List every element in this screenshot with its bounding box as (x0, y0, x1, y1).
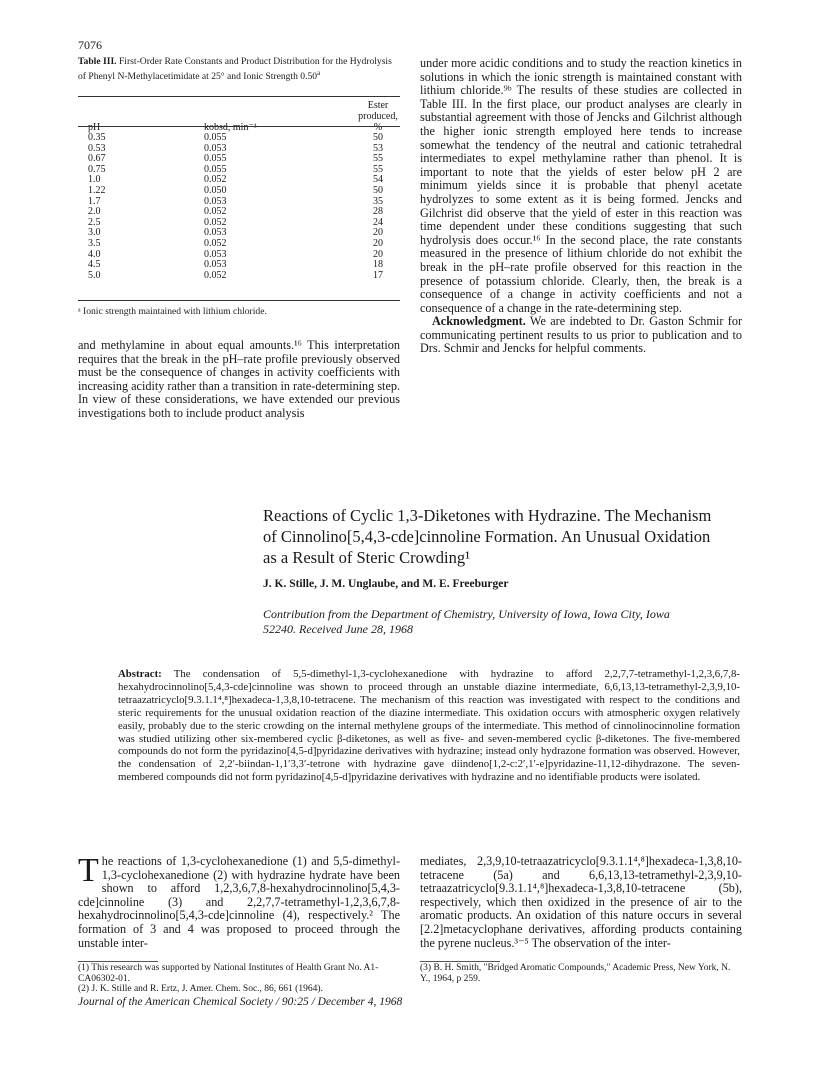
cell-ph: 0.75 (88, 163, 106, 175)
cell-ph: 2.5 (88, 216, 101, 228)
table-row (78, 165, 400, 176)
right-column (420, 57, 742, 356)
table-row (78, 207, 400, 218)
table-label: Table III. (78, 56, 117, 67)
left-column-text: and methylamine in about equal amounts.¹⁶ This interpretation requires that the break in the pH–rate profile previously observed must be the consequence of changes in activity coefficients with increasing acidity rather than a transition in rate-determining step. In view of these considerations, we have extended our previous investigations both to include product analysis (78, 338, 400, 420)
left-column-paragraph (78, 339, 400, 421)
cell-ph: 1.0 (88, 174, 101, 186)
body-left-column (78, 852, 400, 950)
footnote-rule-right (420, 961, 500, 962)
data-table (78, 100, 400, 281)
cell-ester: 50 (373, 184, 383, 196)
abstract-text: The condensation of 5,5-dimethyl-1,3-cyclohexanedione with hydrazine to afford 2,2,7,7-tetramethyl-1,2,3,6,7,8-hexahydrocinnolino[5,4,3-cde]cinnoline was shown to proceed through an unstable diazine intermediate, 6,6,13,13-tetramethyl-2,3,9,10-tetraazatricyclo[9.3.1.1⁴,⁸]hexadeca-1,3,8,10-tetracene. The mechanism of this reaction was investigated with respect to the conditions and steric requirements for the unusual oxidation reaction of the diazine intermediate. This oxidation occurs with atmospheric oxygen relatively easily, probably due to the steric crowding on the internal methylene groups of the intermediate. This method of cinnolinocinnoline formation was studied utilizing other six-membered cyclic β-diketones, as well as five- and seven-membered cyclic β-diketones. The five-membered compounds do not form the pyridazino[4,5-d]pyridazine derivatives with hydrazine; instead only hydrazone formation was observed. However, the condensation of 2,2′-biindan-1,1′3,3′-tetrone with hydrazine gave diindeno[1,2-c:2′,1′-e]pyridazine-11,12-dihydrazone. The seven-membered compounds did not form pyridazino[4,5-d]pyridazine derivatives with hydrazine and no identifiable products were isolated. (118, 668, 740, 784)
authors: J. K. Stille, J. M. Unglaube, and M. E. Freeburger (263, 578, 509, 590)
cell-k: 0.055 (204, 163, 227, 175)
ack-label: Acknowledgment. (432, 314, 526, 329)
cell-ester: 20 (373, 237, 383, 249)
table-row (78, 271, 400, 282)
cell-ester: 18 (373, 259, 383, 271)
table-row (78, 144, 400, 155)
table-row (78, 175, 400, 186)
cell-k: 0.052 (204, 269, 227, 281)
footnote-2: (2) J. K. Stille and R. Ertz, J. Amer. Chem. Soc., 86, 661 (1964). (78, 984, 323, 995)
body-right-column (420, 855, 742, 950)
header-ph: pH (88, 122, 101, 133)
footnotes-left (78, 963, 400, 995)
cell-k: 0.053 (204, 142, 227, 154)
table-row (78, 250, 400, 261)
cell-ester: 20 (373, 248, 383, 260)
cell-k: 0.052 (204, 216, 227, 228)
footnote-rule-left (78, 961, 158, 962)
cell-ester: 54 (373, 174, 383, 186)
table-top-rule (78, 96, 400, 97)
table-row (78, 260, 400, 271)
article-title: Reactions of Cyclic 1,3-Diketones with Hydrazine. The Mechanism of Cinnolino[5,4,3-cde]cinnoline Formation. An Unusual Oxidation as a Result of Steric Crowding¹ (263, 506, 712, 567)
cell-k: 0.052 (204, 237, 227, 249)
table-row (78, 228, 400, 239)
footnotes-right (420, 963, 742, 984)
body-right-text: mediates, 2,3,9,10-tetraazatricyclo[9.3.1.1⁴,⁸]hexadeca-1,3,8,10-tetracene (5a) and 6,6,13,13-tetramethyl-2,3,9,10-tetraazatricyclo[9.3.1.1⁴,⁸]hexadeca-1,3,8,10-tetracene (5b), respectively, which then oxidized in the presence of air to the aromatic products. An oxidation of this nature occurs in several [2.2]metacyclophane derivatives, affording products containing the pyrene nucleus.³⁻⁵ The observation of the inter- (420, 854, 742, 950)
acknowledgment (420, 315, 742, 356)
header-ester-line1: Ester produced, (358, 100, 398, 122)
table-row (78, 239, 400, 250)
cell-ester: 28 (373, 206, 383, 218)
cell-ph: 4.5 (88, 259, 101, 271)
table-row (78, 154, 400, 165)
cell-k: 0.055 (204, 132, 227, 143)
cell-ester: 24 (373, 216, 383, 228)
body-left-text: he reactions of 1,3-cyclohexanedione (1) and 5,5-dimethyl-1,3-cyclohexanedione (2) with hydrazine hydrate have been shown to afford 1,2,3,6,7,8-hexahydrocinnolino[5,4,3-cde]cinnoline (3) and 2,2,7,7-tetramethyl-1,2,3,6,7,8-hexahydrocinnolino[5,4,3-cde]cinnoline (4), respectively.² The formation of 3 and 4 was proposed to proceed through the unstable inter- (78, 854, 400, 950)
footnote-3: (3) B. H. Smith, "Bridged Aromatic Compounds," Academic Press, New York, N. Y., 1964, p 259. (420, 963, 731, 984)
affiliation: Contribution from the Department of Chemistry, University of Iowa, Iowa City, Iowa 52240. Received June 28, 1968 (263, 607, 670, 636)
cell-k: 0.052 (204, 174, 227, 186)
cell-ph: 1.7 (88, 195, 101, 207)
drop-cap: T (78, 852, 99, 889)
table-caption-sup: a (317, 68, 321, 77)
cell-ph: 0.67 (88, 153, 106, 165)
cell-ester: 17 (373, 269, 383, 281)
page-number: 7076 (78, 38, 102, 52)
ack-text: We are indebted to Dr. Gaston Schmir for communicating pertinent results to us prior to publication and to Drs. Schmir and Jencks for helpful comments. (420, 314, 742, 356)
abstract (118, 668, 740, 784)
cell-k: 0.053 (204, 227, 227, 239)
cell-ph: 2.0 (88, 206, 101, 218)
cell-ph: 4.0 (88, 248, 101, 260)
cell-ester: 35 (373, 195, 383, 207)
cell-k: 0.053 (204, 248, 227, 260)
table-caption-text: First-Order Rate Constants and Product Distribution for the Hydrolysis of Phenyl N-Methylacetimidate at 25° and Ionic Strength 0.50 (78, 56, 392, 82)
cell-k: 0.050 (204, 184, 227, 196)
table-header-rule (78, 126, 400, 127)
journal-footer: Journal of the American Chemical Society / 90:25 / December 4, 1968 (78, 996, 403, 1008)
cell-k: 0.055 (204, 153, 227, 165)
cell-k: 0.053 (204, 259, 227, 271)
cell-ester: 20 (373, 227, 383, 239)
cell-k: 0.053 (204, 195, 227, 207)
table-row (78, 133, 400, 144)
cell-ester: 55 (373, 153, 383, 165)
footnote-1: (1) This research was supported by National Institutes of Health Grant No. A1-CA06302-01. (78, 963, 379, 984)
table-row (78, 197, 400, 208)
header-k: kobsd, min⁻¹ (204, 122, 257, 133)
table-footnote: ᵃ Ionic strength maintained with lithium chloride. (78, 306, 267, 317)
cell-k: 0.052 (204, 206, 227, 218)
cell-ester: 53 (373, 142, 383, 154)
abstract-label: Abstract: (118, 668, 162, 680)
cell-ph: 3.0 (88, 227, 101, 239)
right-column-para: under more acidic conditions and to study the reaction kinetics in solutions in which the ionic strength is maintained constant with lithium chloride.⁹ᵇ The results of these studies are collected in Table III. In the first place, our product analyses are clearly in substantial agreement with those of Jencks and Gilchrist although the higher ionic strength employed here tends to increase somewhat the tendency of the neutral and cationic tetrahedral intermediates to expel methylamine rather than phenol. It is important to note that the yields of ester below pH 2 are minimum yields since it is probable that phenyl acetate hydrolyzes to some extent as it is being formed. Jencks and Gilchrist did observe that the yield of ester in this reaction was time dependent under these conditions suggesting that such hydrolysis does occur.¹⁶ In the second place, the rate constants measured in the presence of lithium chloride do not exhibit the break in the pH–rate profile observed for this reaction in the presence of potassium chloride. Clearly, then, the break is a consequence of a change in activity coefficients and not a consequence of a change in the rate-determining step. (420, 56, 742, 315)
table-bottom-rule (78, 300, 400, 301)
cell-ester: 55 (373, 163, 383, 175)
table-row (78, 186, 400, 197)
table-row (78, 218, 400, 229)
cell-ph: 5.0 (88, 269, 101, 281)
cell-ph: 0.35 (88, 132, 106, 143)
cell-ester: 50 (373, 132, 383, 143)
cell-ph: 1.22 (88, 184, 106, 196)
table-caption (78, 57, 398, 82)
header-ester-line2: % (373, 122, 383, 133)
cell-ph: 0.53 (88, 142, 106, 154)
cell-ph: 3.5 (88, 237, 101, 249)
table-body (78, 133, 400, 281)
